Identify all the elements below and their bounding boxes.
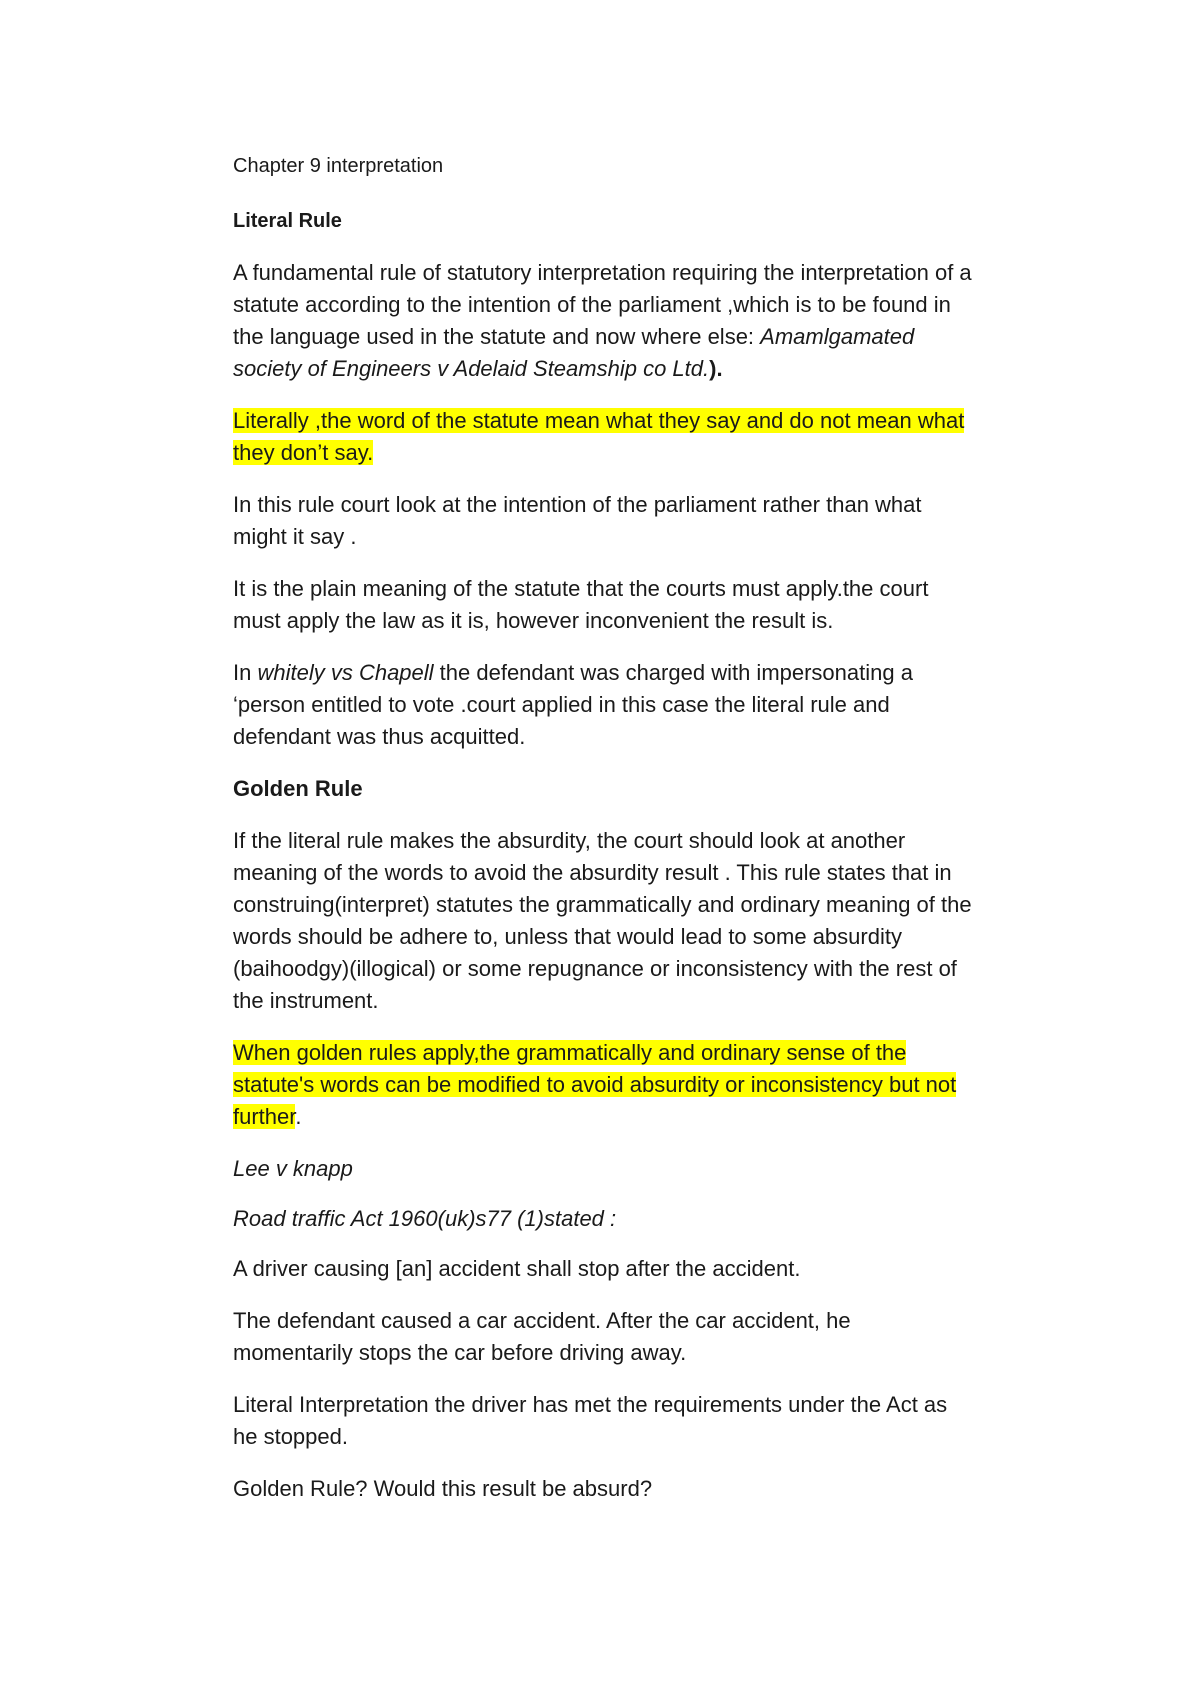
definition-text: A fundamental rule of statutory interpretation requiring the interpretation of a statute according to the intention of the parliament ,which is to be found in the language used in the statute and now where else: — [233, 260, 972, 349]
golden-rule-question: Golden Rule? Would this result be absurd? — [233, 1476, 653, 1501]
literal-rule-paragraph-plain-meaning: It is the plain meaning of the statute that the courts must apply.the court must apply the law as it is, however inconvenient the result is. — [233, 576, 929, 633]
case-lee-v-knapp: Lee v knapp — [233, 1156, 353, 1181]
document-body — [233, 150, 973, 1525]
statute-reference: Road traffic Act 1960(uk)s77 (1)stated : — [233, 1206, 617, 1231]
statute-quote: A driver causing [an] accident shall stop after the accident. — [233, 1256, 801, 1281]
literal-interpretation-note: Literal Interpretation the driver has met the requirements under the Act as he stopped. — [233, 1392, 948, 1449]
literal-rule-paragraph-case — [233, 657, 973, 753]
literal-rule-definition — [233, 257, 973, 385]
highlighted-text: When golden rules apply,the grammatically and ordinary sense of the statute's words can be modified to avoid absurdity or inconsistency but not further — [233, 1040, 957, 1129]
highlighted-text: Literally ,the word of the statute mean what they say and do not mean what they don’t say. — [233, 408, 965, 465]
golden-rule-heading: Golden Rule — [233, 776, 363, 801]
literal-rule-paragraph-intention: In this rule court look at the intention of the parliament rather than what might it say . — [233, 492, 922, 549]
golden-rule-definition: If the literal rule makes the absurdity, the court should look at another meaning of the words to avoid the absurdity result . This rule states that in construing(interpret) statutes the grammatically and ordinary meaning of the words should be adhere to, unless that would lead to some absurdity (baihoodgy)(illogical) or some repugnance or inconsistency with the rest of the instrument. — [233, 828, 972, 1013]
case-citation-amalgamated: Amamlgamated society of Engineers v Adelaid Steamship co Ltd. — [233, 324, 915, 381]
case-facts: The defendant caused a car accident. After the car accident, he momentarily stops the car before driving away. — [233, 1308, 851, 1365]
golden-rule-highlight — [233, 1037, 973, 1133]
literal-rule-highlight — [233, 405, 973, 469]
case-citation-whitely: whitely vs Chapell — [257, 660, 434, 685]
highlight-period: . — [295, 1104, 302, 1129]
literal-rule-heading: Literal Rule — [233, 210, 342, 232]
case-intro: In — [233, 660, 258, 685]
chapter-title: Chapter 9 interpretation — [233, 155, 444, 177]
citation-close: ). — [709, 356, 723, 381]
case-description: the defendant was charged with impersonating a ‘person entitled to vote .court applied in this case the literal rule and defendant was thus acquitted. — [233, 660, 913, 749]
